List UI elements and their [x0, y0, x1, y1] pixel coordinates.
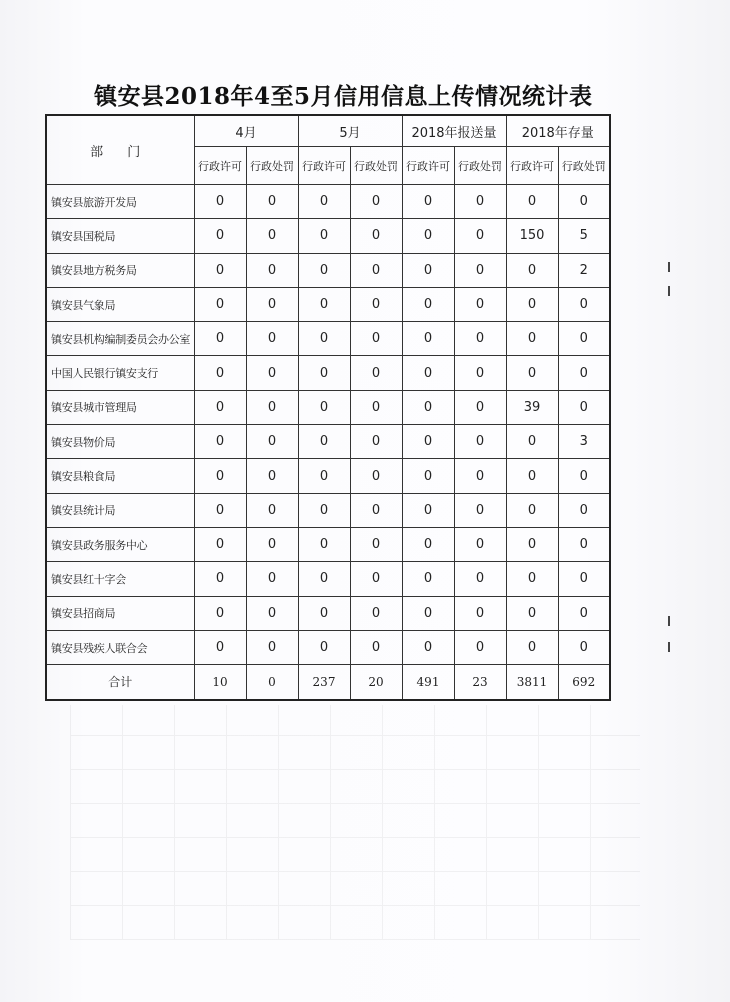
value-cell: 0 — [246, 630, 298, 664]
value-cell: 0 — [246, 425, 298, 459]
department-name-cell: 中国人民银行镇安支行 — [46, 356, 194, 390]
value-cell: 0 — [558, 390, 610, 424]
total-value-cell: 491 — [402, 665, 454, 700]
total-value-cell: 692 — [558, 665, 610, 700]
value-cell: 0 — [246, 562, 298, 596]
group-header-2018-reported: 2018年报送量 — [402, 115, 506, 147]
sub-header-cell: 行政许可 — [506, 147, 558, 185]
table-row — [46, 356, 610, 390]
value-cell: 0 — [454, 356, 506, 390]
value-cell: 0 — [194, 630, 246, 664]
value-cell: 0 — [246, 493, 298, 527]
value-cell: 0 — [454, 596, 506, 630]
group-header-may: 5月 — [298, 115, 402, 147]
value-cell: 150 — [506, 219, 558, 253]
value-cell: 0 — [194, 219, 246, 253]
value-cell: 0 — [454, 562, 506, 596]
value-cell: 0 — [298, 390, 350, 424]
value-cell: 0 — [246, 390, 298, 424]
value-cell: 0 — [350, 630, 402, 664]
sub-header-cell: 行政处罚 — [246, 147, 298, 185]
value-cell: 0 — [558, 185, 610, 219]
value-cell: 0 — [298, 493, 350, 527]
value-cell: 0 — [298, 356, 350, 390]
value-cell: 0 — [194, 562, 246, 596]
value-cell: 0 — [350, 562, 402, 596]
value-cell: 0 — [350, 527, 402, 561]
department-name-cell: 镇安县机构编制委员会办公室 — [46, 322, 194, 356]
value-cell: 0 — [350, 390, 402, 424]
value-cell: 0 — [246, 459, 298, 493]
table-row — [46, 527, 610, 561]
value-cell: 0 — [402, 253, 454, 287]
sub-header-cell: 行政许可 — [298, 147, 350, 185]
statistics-table — [45, 114, 611, 701]
value-cell: 0 — [298, 562, 350, 596]
value-cell: 0 — [298, 219, 350, 253]
value-cell: 0 — [350, 287, 402, 321]
value-cell: 5 — [558, 219, 610, 253]
value-cell: 0 — [558, 630, 610, 664]
department-name-cell: 镇安县统计局 — [46, 493, 194, 527]
value-cell: 0 — [246, 185, 298, 219]
value-cell: 0 — [298, 630, 350, 664]
value-cell: 0 — [246, 527, 298, 561]
department-name-cell: 镇安县物价局 — [46, 425, 194, 459]
total-value-cell: 237 — [298, 665, 350, 700]
value-cell: 0 — [506, 596, 558, 630]
value-cell: 0 — [350, 459, 402, 493]
value-cell: 0 — [298, 459, 350, 493]
value-cell: 0 — [506, 356, 558, 390]
value-cell: 0 — [558, 527, 610, 561]
total-row — [46, 665, 610, 700]
value-cell: 0 — [246, 287, 298, 321]
value-cell: 0 — [558, 287, 610, 321]
value-cell: 0 — [298, 322, 350, 356]
value-cell: 0 — [454, 219, 506, 253]
value-cell: 0 — [402, 425, 454, 459]
value-cell: 0 — [402, 459, 454, 493]
value-cell: 0 — [402, 562, 454, 596]
value-cell: 0 — [402, 322, 454, 356]
department-header: 部 门 — [46, 115, 194, 185]
value-cell: 0 — [454, 630, 506, 664]
value-cell: 0 — [246, 219, 298, 253]
table-row — [46, 425, 610, 459]
department-name-cell: 镇安县旅游开发局 — [46, 185, 194, 219]
show-through-artifact — [70, 705, 640, 940]
department-name-cell: 镇安县国税局 — [46, 219, 194, 253]
table-row — [46, 219, 610, 253]
group-header-2018-stock: 2018年存量 — [506, 115, 610, 147]
value-cell: 0 — [506, 425, 558, 459]
department-name-cell: 镇安县粮食局 — [46, 459, 194, 493]
total-value-cell: 23 — [454, 665, 506, 700]
value-cell: 0 — [506, 287, 558, 321]
value-cell: 0 — [298, 425, 350, 459]
value-cell: 0 — [506, 527, 558, 561]
sub-header-cell: 行政处罚 — [454, 147, 506, 185]
value-cell: 0 — [506, 562, 558, 596]
value-cell: 0 — [402, 219, 454, 253]
table-row — [46, 630, 610, 664]
value-cell: 0 — [454, 253, 506, 287]
table-row — [46, 596, 610, 630]
value-cell: 0 — [350, 185, 402, 219]
value-cell: 0 — [506, 322, 558, 356]
value-cell: 0 — [194, 459, 246, 493]
value-cell: 0 — [506, 493, 558, 527]
document-title: 镇安县2018年4至5月信用信息上传情况统计表 — [94, 83, 593, 110]
value-cell: 0 — [246, 253, 298, 287]
sub-header-cell: 行政许可 — [402, 147, 454, 185]
table-row — [46, 322, 610, 356]
total-value-cell: 0 — [246, 665, 298, 700]
value-cell: 0 — [194, 322, 246, 356]
scan-edge-mark-lower — [668, 616, 670, 626]
value-cell: 0 — [194, 185, 246, 219]
value-cell: 0 — [506, 253, 558, 287]
department-name-cell: 镇安县残疾人联合会 — [46, 630, 194, 664]
value-cell: 0 — [402, 596, 454, 630]
value-cell: 0 — [402, 356, 454, 390]
value-cell: 0 — [246, 322, 298, 356]
table-row — [46, 562, 610, 596]
value-cell: 0 — [454, 425, 506, 459]
value-cell: 0 — [402, 493, 454, 527]
value-cell: 0 — [558, 493, 610, 527]
value-cell: 0 — [454, 459, 506, 493]
value-cell: 0 — [558, 596, 610, 630]
total-value-cell: 20 — [350, 665, 402, 700]
value-cell: 0 — [402, 390, 454, 424]
scan-edge-mark-upper — [668, 286, 670, 296]
department-name-cell: 镇安县招商局 — [46, 596, 194, 630]
value-cell: 0 — [454, 493, 506, 527]
scan-edge-mark-top — [668, 262, 670, 272]
group-header-april: 4月 — [194, 115, 298, 147]
value-cell: 0 — [298, 596, 350, 630]
value-cell: 0 — [402, 287, 454, 321]
total-label-cell: 合计 — [46, 665, 194, 700]
table-row — [46, 390, 610, 424]
total-value-cell: 10 — [194, 665, 246, 700]
value-cell: 0 — [350, 596, 402, 630]
value-cell: 0 — [558, 356, 610, 390]
value-cell: 3 — [558, 425, 610, 459]
value-cell: 0 — [194, 425, 246, 459]
value-cell: 0 — [298, 253, 350, 287]
table-row — [46, 459, 610, 493]
value-cell: 0 — [402, 527, 454, 561]
value-cell: 0 — [194, 287, 246, 321]
value-cell: 0 — [194, 493, 246, 527]
value-cell: 0 — [194, 390, 246, 424]
value-cell: 2 — [558, 253, 610, 287]
value-cell: 0 — [298, 185, 350, 219]
value-cell: 0 — [246, 596, 298, 630]
value-cell: 0 — [454, 322, 506, 356]
value-cell: 0 — [350, 322, 402, 356]
value-cell: 0 — [298, 527, 350, 561]
value-cell: 0 — [350, 425, 402, 459]
table-row — [46, 493, 610, 527]
value-cell: 0 — [402, 185, 454, 219]
value-cell: 0 — [506, 185, 558, 219]
department-name-cell: 镇安县城市管理局 — [46, 390, 194, 424]
table-row — [46, 287, 610, 321]
value-cell: 0 — [350, 356, 402, 390]
table-row — [46, 253, 610, 287]
value-cell: 0 — [454, 390, 506, 424]
value-cell: 39 — [506, 390, 558, 424]
table-body — [46, 185, 610, 700]
value-cell: 0 — [506, 459, 558, 493]
total-value-cell: 3811 — [506, 665, 558, 700]
department-name-cell: 镇安县地方税务局 — [46, 253, 194, 287]
value-cell: 0 — [298, 287, 350, 321]
value-cell: 0 — [558, 562, 610, 596]
value-cell: 0 — [454, 287, 506, 321]
value-cell: 0 — [558, 322, 610, 356]
value-cell: 0 — [506, 630, 558, 664]
value-cell: 0 — [246, 356, 298, 390]
value-cell: 0 — [194, 253, 246, 287]
table-row — [46, 185, 610, 219]
sub-header-cell: 行政处罚 — [350, 147, 402, 185]
value-cell: 0 — [350, 493, 402, 527]
value-cell: 0 — [454, 185, 506, 219]
value-cell: 0 — [194, 356, 246, 390]
value-cell: 0 — [350, 253, 402, 287]
department-name-cell: 镇安县政务服务中心 — [46, 527, 194, 561]
value-cell: 0 — [402, 630, 454, 664]
scan-edge-mark-bottom — [668, 642, 670, 652]
value-cell: 0 — [558, 459, 610, 493]
sub-header-cell: 行政处罚 — [558, 147, 610, 185]
value-cell: 0 — [350, 219, 402, 253]
department-name-cell: 镇安县红十字会 — [46, 562, 194, 596]
value-cell: 0 — [194, 596, 246, 630]
value-cell: 0 — [454, 527, 506, 561]
sub-header-cell: 行政许可 — [194, 147, 246, 185]
value-cell: 0 — [194, 527, 246, 561]
department-name-cell: 镇安县气象局 — [46, 287, 194, 321]
